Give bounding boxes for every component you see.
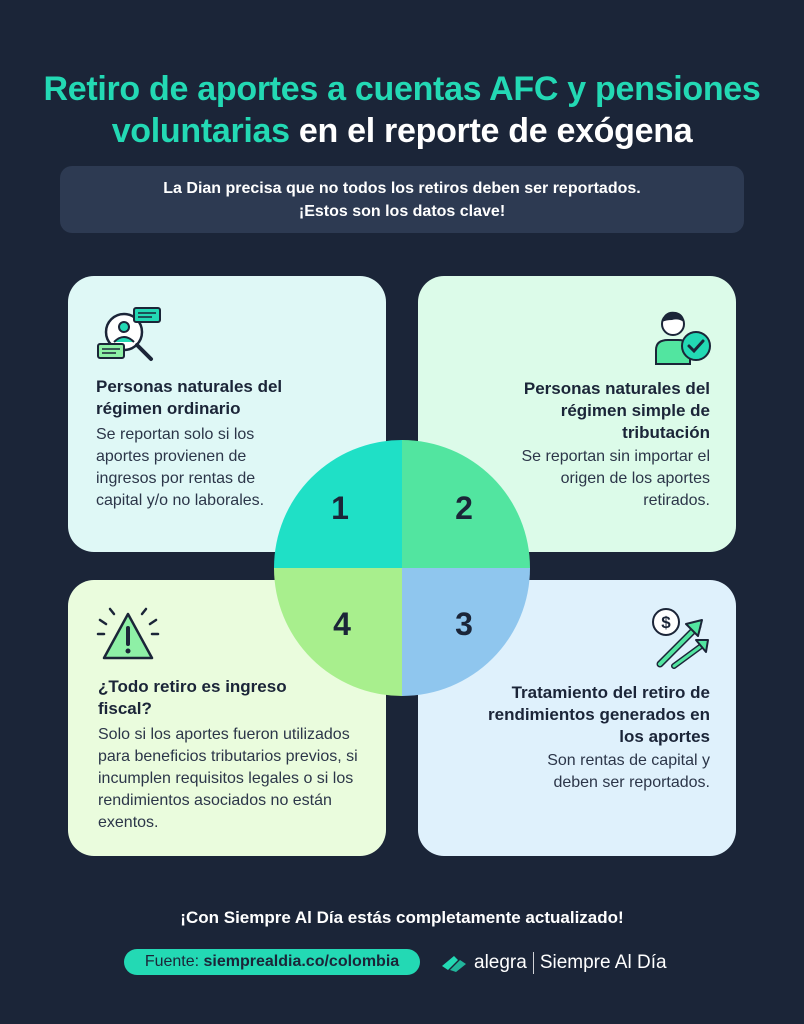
svg-text:$: $ [661,613,671,632]
title-line-2: voluntarias en el reporte de exógena [111,112,693,150]
footer-tagline: ¡Con Siempre Al Día estás completamente actualizado! [180,908,624,927]
intro-line-1: La Dian precisa que no todos los retiros deben ser reportados. [163,180,641,197]
card-1-title: Personas naturales del régimen ordinario [96,377,283,418]
brand-logo [440,950,667,976]
intro-line-2: ¡Estos son los datos clave! [298,203,506,220]
intro-box [60,166,744,233]
card-number-4: 4 [333,606,351,642]
source-label: Fuente: [144,953,204,970]
card-3-title: Tratamiento del retiro de rendimientos generados en los aportes [488,683,710,746]
card-3-body: Son rentas de capital y deben ser reportados. [547,752,710,791]
brand-separator [533,952,534,974]
title-line-1: Retiro de aportes a cuentas AFC y pensiones [43,70,761,108]
card-1-body: Se reportan solo si los aportes provienen de ingresos por rentas de capital y/o no laborales. [96,426,265,509]
brand-name: alegra [474,952,527,973]
card-number-1: 1 [331,490,349,526]
card-2-title: Personas naturales del régimen simple de tributación [523,379,710,442]
card-2-body: Se reportan sin importar el origen de los aportes retirados. [521,448,710,509]
alegra-logo-icon [440,952,470,974]
search-profile-icon [96,306,166,366]
brand-product: Siempre Al Día [539,952,667,973]
card-number-3: 3 [455,606,473,642]
page-title [0,68,804,152]
card-number-2: 2 [455,490,473,526]
verified-person-icon [648,306,714,366]
source-link[interactable]: siemprealdia.co/colombia [203,953,400,970]
warning-icon [96,606,160,664]
dollar-growth-icon [648,606,712,670]
source-pill[interactable] [124,949,420,975]
card-4-title: ¿Todo retiro es ingreso fiscal? [98,677,287,718]
card-4-body: Solo si los aportes fueron utilizados para beneficios tributarios previos, si incumplen requisitos legales o si los rendimientos asociados no están exentos. [98,726,358,831]
